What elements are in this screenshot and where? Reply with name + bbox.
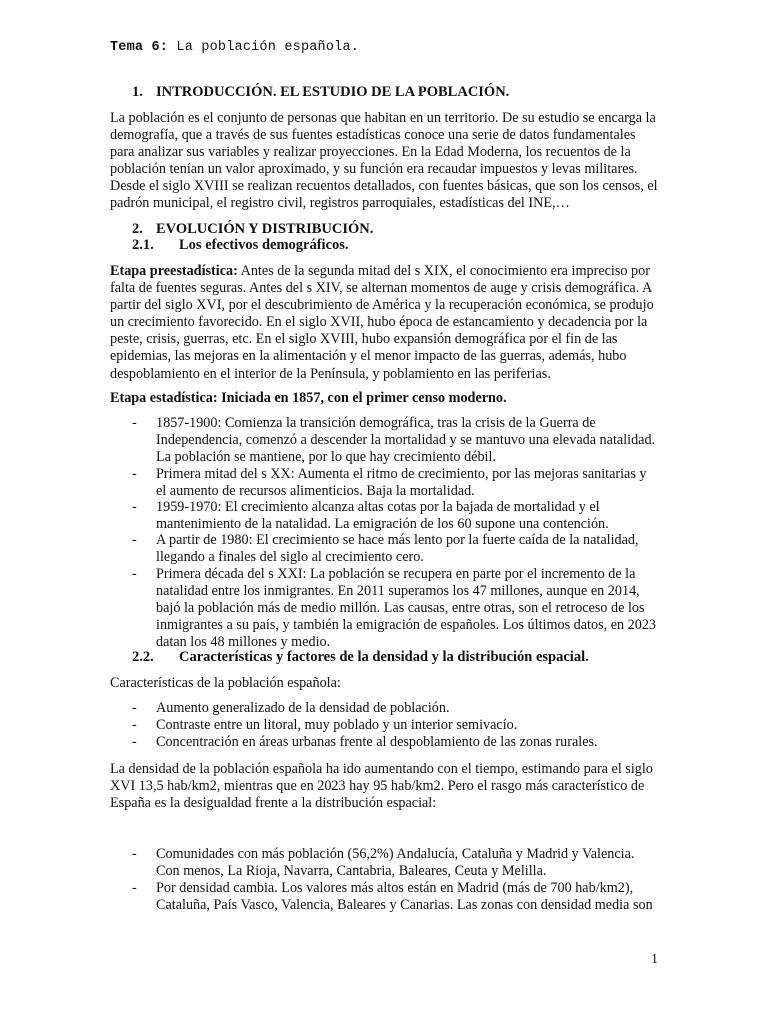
subsection-2-2-number: 2.2.: [132, 649, 154, 665]
list-dash: -: [132, 880, 137, 896]
list-item-text: A partir de 1980: El crecimiento se hace más lento por la fuerte caída de la natalidad, llegando a finales del siglo al crecimiento cero.: [156, 532, 639, 565]
densidad-paragraph: La densidad de la población española ha ido aumentando con el tiempo, estimando para el siglo XVI 13,5 hab/km2, mientras que en 2023 hay 95 hab/km2. Pero el rasgo más característico de España es la desigualdad frente a la distribución espacial:: [110, 761, 653, 812]
section-1-title: INTRODUCCIÓN. EL ESTUDIO DE LA POBLACIÓN.: [156, 84, 510, 100]
preestadistica-label: Etapa preestadística:: [110, 263, 238, 279]
caracteristicas-intro: Características de la población española:: [110, 675, 341, 691]
list-item-text: Contraste entre un litoral, muy poblado y un interior semivacío.: [156, 717, 518, 733]
list-dash: -: [132, 532, 137, 548]
topic-label: Tema 6:: [110, 40, 169, 55]
list-dash: -: [132, 700, 137, 716]
preestadistica-text: Antes de la segunda mitad del s XIX, el conocimiento era impreciso por falta de fuentes seguras. Antes del s XIV, se alternan momentos de auge y crisis demográfica. A partir del siglo XVI, por el descubrimiento de América y la recuperación económica, se produjo un crecimiento favorecido. En el siglo XVII, hubo época de estancamiento y decadencia por la peste, crisis, guerras, etc. En el siglo XVIII, hubo expansión demográfica por el fin de las epidemias, las mejoras en la alimentación y el menor impacto de las guerras, además, hubo despoblamiento en el interior de la Península, y poblamiento en las periferias.: [110, 263, 654, 382]
section-2-title: EVOLUCIÓN Y DISTRIBUCIÓN.: [156, 221, 374, 237]
list-item-text: 1857-1900: Comienza la transición demográfica, tras la crisis de la Guerra de Independencia, comenzó a descender la mortalidad y se mantuvo una elevada natalidad. La población se mantiene, por lo que hay crecimiento débil.: [156, 415, 656, 465]
list-dash: -: [132, 717, 137, 733]
list-dash: -: [132, 734, 137, 750]
list-dash: -: [132, 846, 137, 862]
list-item-text: Comunidades con más población (56,2%) Andalucía, Cataluña y Madrid y Valencia. Con menos, La Rioja, Navarra, Cantabria, Baleares, Ceuta y Melilla.: [156, 846, 635, 879]
topic-header: [110, 40, 359, 55]
list-item-text: Concentración en áreas urbanas frente al despoblamiento de las zonas rurales.: [156, 734, 598, 750]
list-item-text: Primera década del s XXI: La población se recupera en parte por el incremento de la natalidad entre los inmigrantes. En 2011 superamos los 47 millones, aunque en 2014, bajó la población más de medio millón. Las causas, entre otras, son el retroceso de los inmigrantes a su país, y también la emigración de españoles. Los últimos datos, en 2023 datan los 48 millones y medio.: [156, 566, 657, 650]
preestadistica-paragraph: [110, 263, 658, 383]
page-number: 1: [651, 952, 658, 967]
list-dash: -: [132, 466, 137, 482]
subsection-2-2-title: Características y factores de la densidad y la distribución espacial.: [179, 649, 589, 665]
estadistica-heading: [110, 390, 658, 407]
topic-title: La población española.: [176, 40, 360, 55]
subsection-2-1-title: Los efectivos demográficos.: [179, 237, 349, 253]
list-dash: -: [132, 499, 137, 515]
section-2-number: 2.: [132, 221, 143, 237]
subsection-2-1-number: 2.1.: [132, 237, 154, 253]
list-item-text: Por densidad cambia. Los valores más altos están en Madrid (más de 700 hab/km2), Cataluña, País Vasco, Valencia, Baleares y Canarias. Las zonas con densidad media son: [156, 880, 653, 913]
list-dash: -: [132, 415, 137, 431]
list-item-text: Aumento generalizado de la densidad de población.: [156, 700, 450, 716]
list-item-text: Primera mitad del s XX: Aumenta el ritmo de crecimiento, por las mejoras sanitarias y el aumento de recursos alimenticios. Baja la mortalidad.: [156, 466, 647, 499]
section-1-number: 1.: [132, 84, 143, 100]
list-dash: -: [132, 566, 137, 582]
list-item-text: 1959-1970: El crecimiento alcanza altas cotas por la bajada de mortalidad y el mantenimiento de la natalidad. La emigración de los 60 supone una contención.: [156, 499, 609, 532]
estadistica-label: Etapa estadística: Iniciada en 1857, con el primer censo moderno.: [110, 390, 507, 406]
section-1-paragraph: La población es el conjunto de personas que habitan en un territorio. De su estudio se encarga la demografía, que a través de sus fuentes estadísticas conoce una serie de datos fundamentales para analizar sus variables y realizar proyecciones. En la Edad Moderna, los recuentos de la población tenían un valor aproximado, y su función era recaudar impuestos y levas militares. Desde el siglo XVIII se realizan recuentos detallados, con fuentes básicas, que son los censos, el padrón municipal, el registro civil, registros parroquiales, estadísticas del INE,…: [110, 110, 658, 212]
